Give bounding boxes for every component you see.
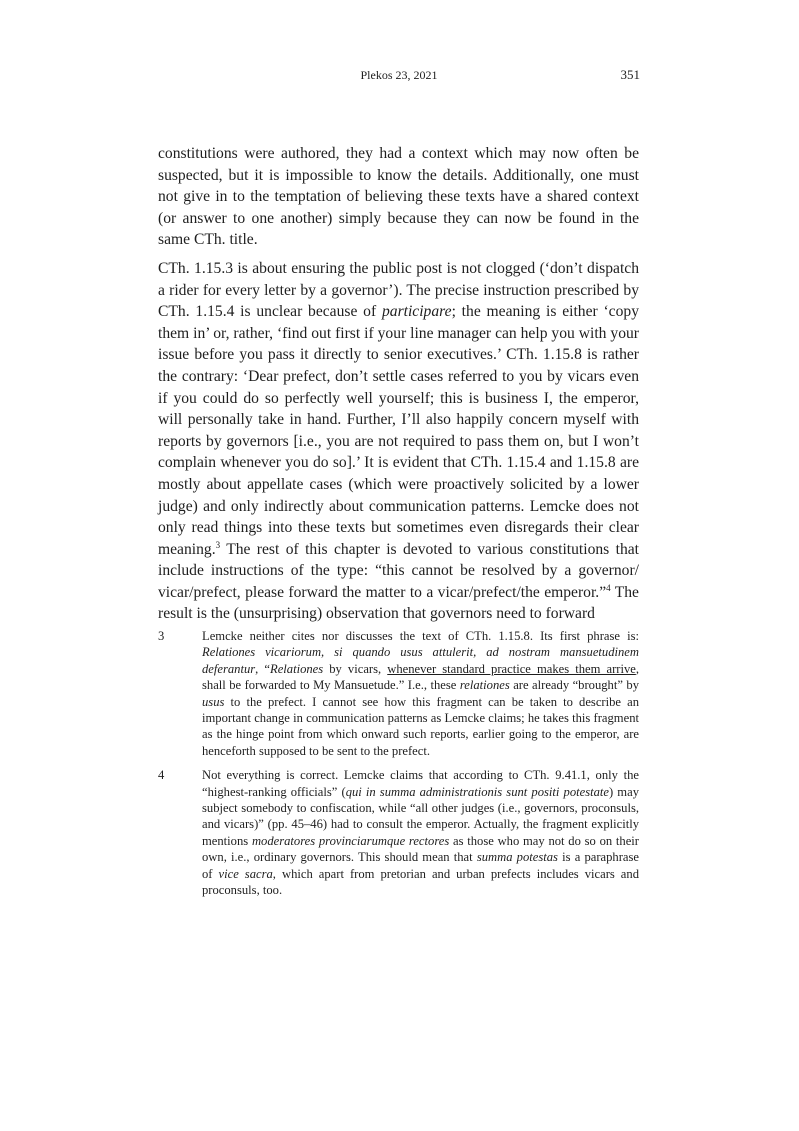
paragraph: CTh. 1.15.3 is about ensuring the public post is not clogged (‘don’t dispatch a rider for every letter by a governor’). The precise instruction prescribed by CTh. 1.15.4 is unclear because of participare; the meaning is either ‘copy them in’ or, rather, ‘find out first if your line manager can help you with your issue before you pass it directly to senior executives.’ CTh. 1.15.8 is rather the contrary: ‘Dear prefect, don’t settle cases referred to you by vicars even if you could do so perfectly well yourself; this is business I, the emperor, will personally take in hand. Further, I’ll also happily concern myself with reports by governors [i.e., you are not required to pass them on, but I won’t complain whenever you do so].’ It is evident that CTh. 1.15.4 and 1.15.8 are mostly about appellate cases (which were proactively solicited by a lower judge) and only indirectly about communication patterns. Lemcke does not only read things into these texts but sometimes even disregards their clear meaning.$^3$ The rest of this chapter is devoted to various constitutions that include instructions of the type: “this cannot be resolved by a governor/ vicar/prefect, please forward the matter to a vicar/prefect/the emperor.”$^4$ The result is the (unsurprising) observation that governors need to forward: [158, 259, 639, 623]
footnote-number: 4: [158, 768, 165, 783]
footnote-ref[interactable]: 4: [606, 582, 611, 593]
italic-text: participare: [381, 303, 452, 321]
italic-text: summa potestas: [476, 850, 558, 865]
italic-text: qui in summa administrationis sunt positi potestate: [345, 784, 609, 799]
italic-text: Relationes vicariorum, si quando usus attulerit, ad nostram mansuetudinem deferantur: [202, 645, 639, 676]
footnote-ref[interactable]: 3: [215, 539, 221, 550]
italic-text: moderatores provinciarumque rectores: [251, 833, 450, 848]
italic-text: Relationes: [270, 661, 324, 676]
italic-text: relationes: [459, 678, 510, 693]
footnote-text: Lemcke neither cites nor discusses the text of CTh. 1.15.8. Its first phrase is: Relationes vicariorum, si quando usus attulerit, ad nostram mansuetudinem deferantur, “Relationes by vicars, whenever standard practice makes them arrive, shall be forwarded to My Mansuetude.” I.e., these relationes are already “brought” by usus to the prefect. I cannot see how this fragment can be taken to describe an important change in communication patterns as Lemcke claims; he takes this fragment as the hinge point from which onward such reports, earlier going to the emperor, are henceforth supposed to be sent to the prefect.: [202, 629, 640, 758]
paragraph: constitutions were authored, they had a context which may now often be suspected, but it is impossible to know the details. Additionally, one must not give in to the temptation of believing these texts have a shared context (or answer to one another) simply because they can now be found in the same CTh. title.: [158, 145, 639, 249]
footnote-number: 3: [158, 629, 165, 643]
italic-text: vice sacra: [218, 866, 273, 881]
italic-text: usus: [202, 694, 225, 709]
footnote-4: [158, 767, 639, 898]
running-head: [158, 68, 640, 88]
page-number: 351: [620, 67, 640, 82]
footnote-text: Not everything is correct. Lemcke claims that according to CTh. 9.41.1, only the “highest-ranking officials” (qui in summa administrationis sunt positi potestate) may subject somebody to confiscation, while “all other judges (i.e., governors, proconsuls, and vicars)” (pp. 45–46) had to consult the emperor. Actually, the fragment explicitly mentions moderatores provinciarumque rectores as those who may not do so on their own, i.e., ordinary governors. This should mean that summa potestas is a paraphrase of vice sacra, which apart from pretorian and urban prefects includes vicars and proconsuls, too.: [202, 768, 640, 898]
journal-citation: Plekos 23, 2021: [360, 68, 438, 82]
footnote-3: [158, 628, 639, 759]
underlined-text: whenever standard practice makes them arrive: [387, 661, 636, 676]
footnotes: [158, 628, 639, 907]
main-text: [158, 143, 639, 632]
